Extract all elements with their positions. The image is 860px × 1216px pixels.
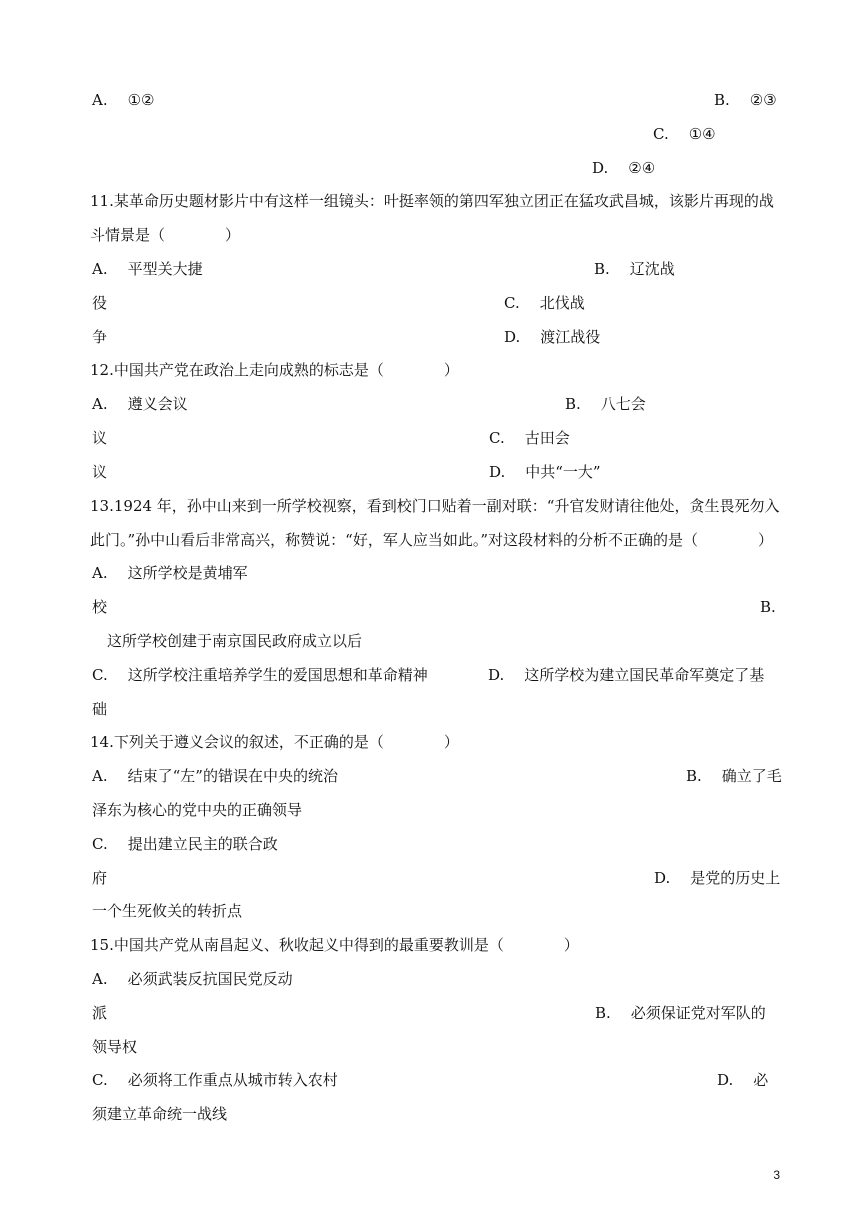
- q15-option-d: [717, 1070, 768, 1090]
- page-number: 3: [773, 1168, 780, 1182]
- q14-option-c: [92, 834, 278, 854]
- q13-option-c: [92, 665, 428, 685]
- option-label: D.: [717, 1071, 734, 1089]
- option-label: C.: [92, 666, 108, 684]
- q13-stem-line2: 此门。”孙中山看后非常高兴，称赞说：“好，军人应当如此。”对这段材料的分析不正确的是（ ）: [90, 531, 774, 549]
- q14-option-a: [92, 766, 338, 786]
- option-text: 平型关大捷: [127, 260, 203, 278]
- option-label: A.: [92, 91, 108, 109]
- q14-option-d-continued: 一个生死攸关的转折点: [92, 902, 243, 920]
- option-label: A.: [92, 970, 108, 988]
- option-label: A.: [92, 767, 108, 785]
- option-text: 确立了毛: [721, 767, 782, 785]
- q13-stem-line1: 13.1924 年，孙中山来到一所学校视察，看到校门口贴着一副对联：“升官发财请往他处，贪生畏死勿入: [90, 497, 780, 515]
- option-text: 必须保证党对军队的: [630, 1004, 766, 1022]
- q13-option-d: [488, 665, 764, 685]
- q10-option-b: [714, 90, 777, 110]
- q15-option-a-continued: 派: [92, 1004, 108, 1022]
- option-label: C.: [489, 429, 505, 447]
- option-label: B.: [565, 395, 581, 413]
- option-text: 八七会: [600, 395, 646, 413]
- option-text: 北伐战: [539, 294, 585, 312]
- option-label: A.: [92, 564, 108, 582]
- q15-option-c: [92, 1070, 338, 1090]
- option-text: 这所学校是黄埔军: [127, 564, 248, 582]
- option-text: 提出建立民主的联合政: [127, 835, 278, 853]
- option-label: B.: [595, 1004, 611, 1022]
- option-label: B.: [686, 767, 702, 785]
- option-text: 中共“一大”: [525, 463, 601, 481]
- q10-option-a: [92, 90, 155, 110]
- q14-option-d: [654, 868, 780, 888]
- q13-option-a-continued: 校: [92, 598, 108, 616]
- option-label: B.: [714, 91, 730, 109]
- option-label: D.: [488, 666, 505, 684]
- q11-stem-line1: 11.某革命历史题材影片中有这样一组镜头：叶挺率领的第四军独立团正在猛攻武昌城，该影片再现的战: [90, 192, 774, 210]
- option-label: C.: [504, 294, 520, 312]
- option-text: 遵义会议: [127, 395, 188, 413]
- q12-option-b-continued: 议: [92, 429, 108, 447]
- q13-option-d-continued: 础: [92, 700, 108, 718]
- option-label: A.: [92, 395, 108, 413]
- option-label: D.: [654, 869, 671, 887]
- option-text: 辽沈战: [629, 260, 675, 278]
- q14-option-b: [686, 766, 782, 786]
- q15-option-d-continued: 须建立革命统一战线: [92, 1105, 228, 1123]
- q12-option-d: [489, 462, 601, 482]
- option-text: ①②: [127, 91, 155, 109]
- option-text: 这所学校注重培养学生的爱国思想和革命精神: [127, 666, 428, 684]
- q11-option-b: [594, 259, 675, 279]
- q11-stem-line2: 斗情景是（ ）: [90, 226, 241, 244]
- option-label: C.: [92, 1071, 108, 1089]
- q12-option-b: [565, 394, 646, 414]
- q10-option-d: [592, 158, 655, 178]
- q15-stem: 15.中国共产党从南昌起义、秋收起义中得到的最重要教训是（ ）: [90, 936, 579, 954]
- q11-option-c-continued: 争: [92, 328, 108, 346]
- option-label: C.: [653, 125, 669, 143]
- q10-option-c: [653, 124, 716, 144]
- q12-option-c-continued: 议: [92, 463, 108, 481]
- q12-option-c: [489, 428, 570, 448]
- option-label: C.: [92, 835, 108, 853]
- q14-option-b-continued: 泽东为核心的党中央的正确领导: [92, 801, 303, 819]
- option-label: D.: [504, 328, 521, 346]
- option-text: ②③: [749, 91, 777, 109]
- q11-option-d: [504, 327, 600, 347]
- option-label: D.: [592, 159, 609, 177]
- q14-option-c-continued: 府: [92, 869, 108, 887]
- option-label: D.: [489, 463, 506, 481]
- option-text: 是党的历史上: [690, 869, 781, 887]
- q12-stem: 12.中国共产党在政治上走向成熟的标志是（ ）: [90, 361, 459, 379]
- q12-option-a: [92, 394, 188, 414]
- option-text: 古田会: [524, 429, 570, 447]
- q13-option-b-label: B.: [760, 598, 776, 616]
- q15-option-b-continued: 领导权: [92, 1038, 138, 1056]
- option-text: ①④: [688, 125, 716, 143]
- option-text: 结束了“左”的错误在中央的统治: [127, 767, 338, 785]
- q11-option-b-continued: 役: [92, 294, 108, 312]
- option-label: A.: [92, 260, 108, 278]
- q11-option-a: [92, 259, 203, 279]
- option-text: 渡江战役: [540, 328, 601, 346]
- option-text: ②④: [628, 159, 656, 177]
- option-text: 这所学校为建立国民革命军奠定了基: [524, 666, 765, 684]
- q13-option-a: [92, 563, 248, 583]
- q15-option-a: [92, 969, 293, 989]
- option-text: 必须武装反抗国民党反动: [127, 970, 293, 988]
- q14-stem: 14.下列关于遵义会议的叙述，不正确的是（ ）: [90, 733, 459, 751]
- option-text: 必须将工作重点从城市转入农村: [127, 1071, 338, 1089]
- option-label: B.: [594, 260, 610, 278]
- q13-option-b-text: 这所学校创建于南京国民政府成立以后: [107, 632, 363, 650]
- q11-option-c: [504, 293, 585, 313]
- q15-option-b: [595, 1003, 766, 1023]
- option-text: 必: [753, 1071, 769, 1089]
